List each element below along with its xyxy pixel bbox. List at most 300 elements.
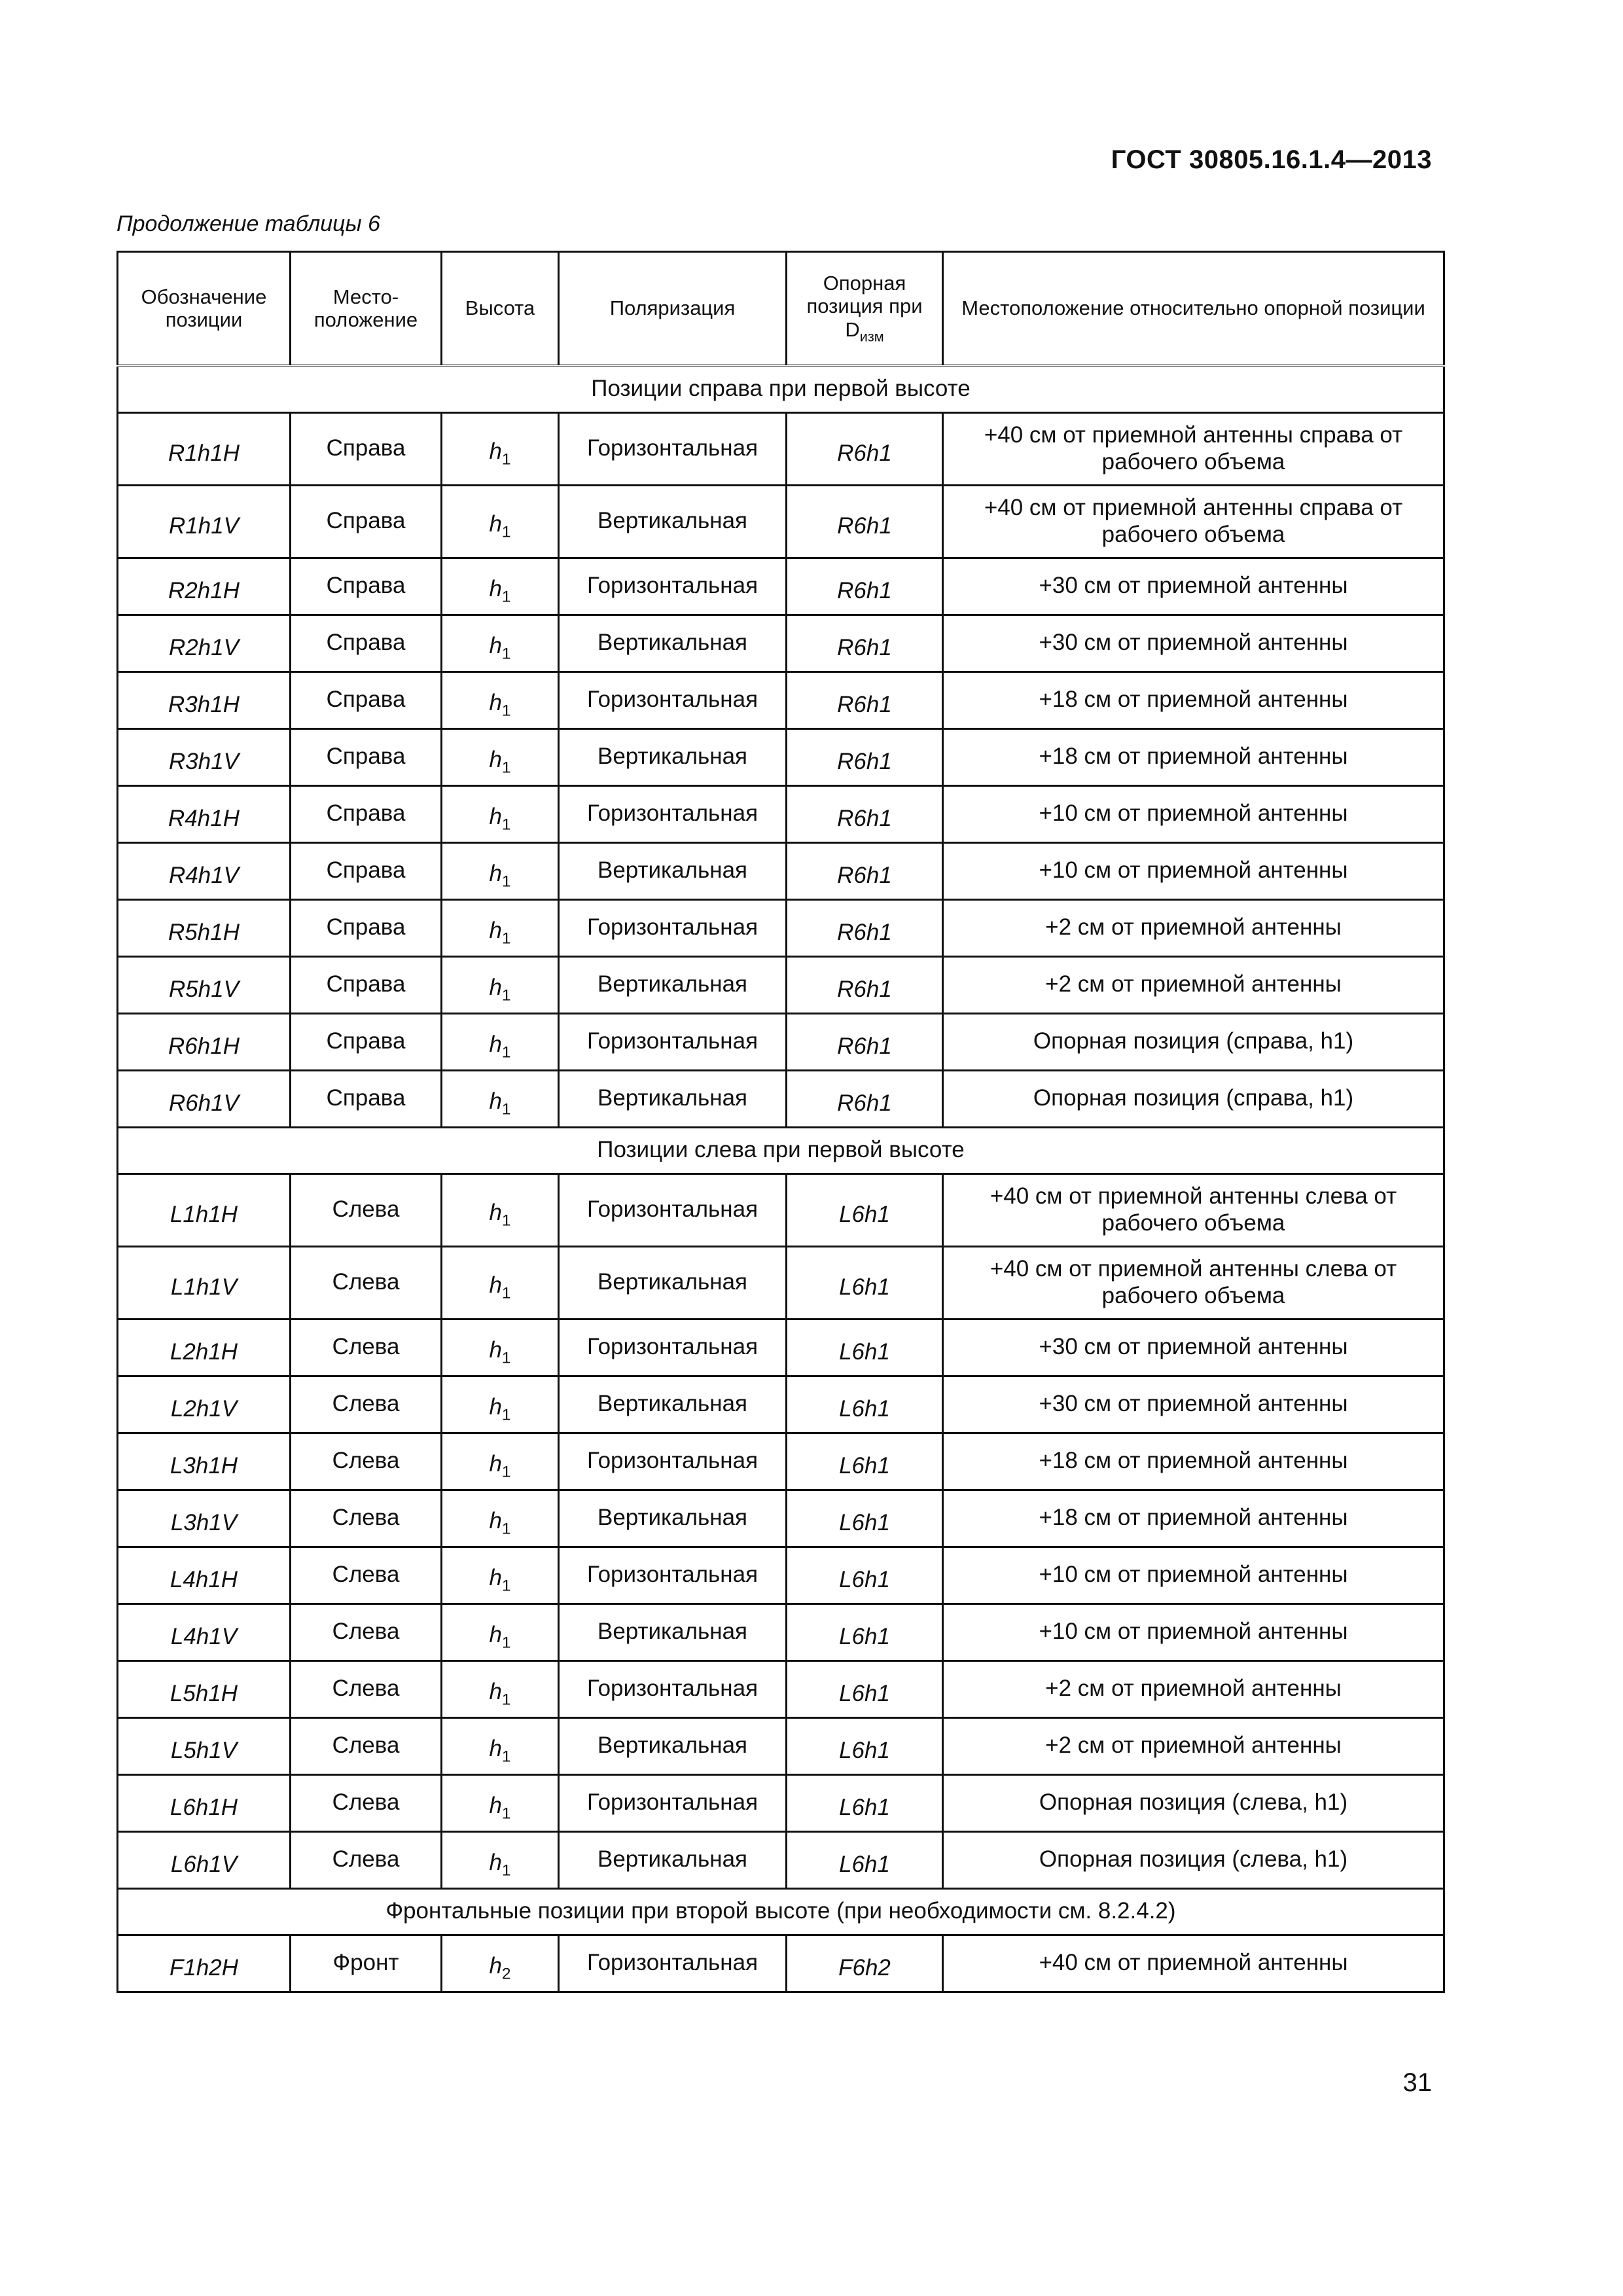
height-subscript: 1 bbox=[501, 1804, 511, 1823]
polarization-cell-text: Вертикальная bbox=[597, 1619, 748, 1645]
table-row bbox=[118, 1547, 1444, 1604]
height-subscript: 2 bbox=[501, 1965, 511, 1983]
relative-location-cell bbox=[943, 1774, 1444, 1831]
position-cell-text: L3h1V bbox=[170, 1510, 238, 1536]
position-cell bbox=[118, 1490, 291, 1547]
height-symbol: h bbox=[489, 918, 502, 944]
position-cell bbox=[118, 558, 291, 615]
reference-cell bbox=[787, 1660, 943, 1717]
relative-location-cell bbox=[943, 785, 1444, 842]
location-cell-text: Справа bbox=[326, 1028, 406, 1054]
height-value bbox=[489, 975, 511, 1005]
relative-location-cell-text: +2 см от приемной антенны bbox=[1045, 914, 1342, 941]
reference-cell bbox=[787, 1547, 943, 1604]
height-subscript: 1 bbox=[501, 450, 511, 469]
position-cell-text: F1h2H bbox=[169, 1955, 239, 1981]
height-cell bbox=[442, 1831, 559, 1888]
position-cell bbox=[118, 1831, 291, 1888]
table-row bbox=[118, 1013, 1444, 1070]
position-cell bbox=[118, 899, 291, 956]
reference-cell bbox=[787, 1774, 943, 1831]
location-cell-text: Слева bbox=[332, 1562, 400, 1588]
position-cell bbox=[118, 785, 291, 842]
reference-cell-text: R6h1 bbox=[837, 1033, 892, 1060]
table-row bbox=[118, 485, 1444, 558]
location-cell-text: Справа bbox=[326, 630, 406, 656]
height-subscript: 1 bbox=[501, 1861, 511, 1880]
polarization-cell-text: Вертикальная bbox=[597, 1846, 748, 1873]
height-value bbox=[489, 1679, 511, 1709]
height-cell bbox=[442, 899, 559, 956]
height-value bbox=[489, 1337, 511, 1367]
position-cell-text: L1h1H bbox=[169, 1202, 238, 1228]
relative-location-cell bbox=[943, 1490, 1444, 1547]
location-cell bbox=[291, 485, 442, 558]
position-cell bbox=[118, 615, 291, 672]
height-subscript: 1 bbox=[501, 523, 511, 541]
table-caption: Продолжение таблицы 6 bbox=[116, 211, 380, 236]
location-cell bbox=[291, 1070, 442, 1127]
col-header-height: Высота bbox=[442, 252, 559, 366]
col-header-polarization: Поляризация bbox=[559, 252, 787, 366]
polarization-cell bbox=[559, 899, 787, 956]
location-cell-text: Слева bbox=[332, 1334, 400, 1360]
reference-cell-text: L6h1 bbox=[839, 1624, 890, 1650]
polarization-cell bbox=[559, 1433, 787, 1490]
reference-cell bbox=[787, 1174, 943, 1246]
position-cell bbox=[118, 1376, 291, 1433]
polarization-cell bbox=[559, 1660, 787, 1717]
polarization-cell bbox=[559, 1319, 787, 1376]
location-cell-text: Справа bbox=[326, 857, 406, 884]
polarization-cell bbox=[559, 1070, 787, 1127]
position-cell-text: R1h1H bbox=[168, 440, 240, 467]
height-value bbox=[489, 1622, 511, 1652]
height-cell bbox=[442, 1070, 559, 1127]
location-cell bbox=[291, 672, 442, 728]
polarization-cell bbox=[559, 1831, 787, 1888]
position-cell-text: L2h1V bbox=[170, 1396, 238, 1422]
col-header-position: Обозначение позиции bbox=[118, 252, 291, 366]
table-row bbox=[118, 1174, 1444, 1246]
relative-location-cell-text: +2 см от приемной антенны bbox=[1045, 971, 1342, 997]
height-symbol: h bbox=[489, 1088, 502, 1115]
relative-location-cell bbox=[943, 1246, 1444, 1319]
polarization-cell bbox=[559, 1490, 787, 1547]
position-cell-text: R4h1V bbox=[168, 863, 240, 889]
reference-cell bbox=[787, 1433, 943, 1490]
relative-location-cell bbox=[943, 956, 1444, 1013]
section-row bbox=[118, 1888, 1444, 1935]
position-cell bbox=[118, 956, 291, 1013]
reference-cell-text: R6h1 bbox=[837, 806, 892, 832]
location-cell bbox=[291, 1774, 442, 1831]
location-cell bbox=[291, 842, 442, 899]
polarization-cell-text: Вертикальная bbox=[597, 1085, 748, 1111]
section-title: Позиции справа при первой высоте bbox=[118, 366, 1444, 413]
relative-location-cell-text: +18 см от приемной антенны bbox=[1039, 1505, 1348, 1531]
table-row bbox=[118, 1319, 1444, 1376]
location-cell bbox=[291, 1174, 442, 1246]
location-cell bbox=[291, 1935, 442, 1992]
polarization-cell-text: Вертикальная bbox=[597, 857, 748, 884]
position-cell-text: L3h1H bbox=[169, 1453, 238, 1479]
location-cell-text: Слева bbox=[332, 1269, 400, 1295]
reference-cell-text: L6h1 bbox=[839, 1681, 890, 1707]
reference-cell bbox=[787, 1246, 943, 1319]
polarization-cell bbox=[559, 1376, 787, 1433]
height-symbol: h bbox=[489, 1394, 502, 1420]
relative-location-cell-text: +10 см от приемной антенны bbox=[1039, 1562, 1348, 1588]
reference-cell bbox=[787, 485, 943, 558]
height-value bbox=[489, 861, 511, 891]
location-cell-text: Справа bbox=[326, 435, 406, 461]
height-cell bbox=[442, 558, 559, 615]
height-symbol: h bbox=[489, 1451, 502, 1477]
section-row bbox=[118, 1127, 1444, 1174]
height-value bbox=[489, 1508, 511, 1538]
location-cell bbox=[291, 728, 442, 785]
relative-location-cell bbox=[943, 615, 1444, 672]
location-cell bbox=[291, 1831, 442, 1888]
polarization-cell-text: Вертикальная bbox=[597, 971, 748, 997]
location-cell bbox=[291, 1246, 442, 1319]
reference-cell bbox=[787, 785, 943, 842]
relative-location-cell bbox=[943, 1604, 1444, 1660]
height-value bbox=[489, 1565, 511, 1595]
relative-location-cell bbox=[943, 672, 1444, 728]
location-cell-text: Слева bbox=[332, 1732, 400, 1759]
relative-location-cell bbox=[943, 842, 1444, 899]
height-subscript: 1 bbox=[501, 1634, 511, 1652]
reference-cell-text: R6h1 bbox=[837, 977, 892, 1003]
height-subscript: 1 bbox=[501, 702, 511, 720]
polarization-cell bbox=[559, 1774, 787, 1831]
table-row bbox=[118, 1717, 1444, 1774]
height-subscript: 1 bbox=[501, 1100, 511, 1119]
location-cell bbox=[291, 1604, 442, 1660]
height-cell bbox=[442, 1246, 559, 1319]
relative-location-cell-text: Опорная позиция (слева, h1) bbox=[1039, 1846, 1348, 1873]
polarization-cell-text: Горизонтальная bbox=[586, 1196, 758, 1223]
position-cell bbox=[118, 1070, 291, 1127]
location-cell-text: Справа bbox=[326, 800, 406, 827]
height-cell bbox=[442, 1604, 559, 1660]
position-cell bbox=[118, 842, 291, 899]
location-cell bbox=[291, 956, 442, 1013]
table-row bbox=[118, 899, 1444, 956]
location-cell bbox=[291, 1433, 442, 1490]
standard-number: ГОСТ 30805.16.1.4—2013 bbox=[1111, 145, 1432, 174]
height-symbol: h bbox=[489, 1679, 502, 1705]
height-cell bbox=[442, 412, 559, 485]
relative-location-cell bbox=[943, 558, 1444, 615]
reference-cell bbox=[787, 956, 943, 1013]
polarization-cell bbox=[559, 558, 787, 615]
position-cell-text: R4h1H bbox=[168, 806, 240, 832]
height-cell bbox=[442, 1717, 559, 1774]
relative-location-cell-text: +18 см от приемной антенны bbox=[1039, 1448, 1348, 1474]
height-value bbox=[489, 511, 511, 541]
height-value bbox=[489, 747, 511, 777]
reference-cell bbox=[787, 615, 943, 672]
height-cell bbox=[442, 1660, 559, 1717]
height-cell bbox=[442, 1013, 559, 1070]
height-value bbox=[489, 1736, 511, 1766]
section-title: Позиции слева при первой высоте bbox=[118, 1127, 1444, 1174]
relative-location-cell bbox=[943, 1717, 1444, 1774]
height-subscript: 1 bbox=[501, 929, 511, 948]
relative-location-cell-text: +40 см от приемной антенны справа от рабочего объема bbox=[984, 495, 1403, 547]
height-cell bbox=[442, 485, 559, 558]
location-cell-text: Справа bbox=[326, 914, 406, 941]
location-cell-text: Слева bbox=[332, 1448, 400, 1474]
location-cell bbox=[291, 1013, 442, 1070]
table-row bbox=[118, 672, 1444, 728]
height-symbol: h bbox=[489, 576, 502, 602]
polarization-cell-text: Горизонтальная bbox=[586, 800, 758, 827]
reference-cell bbox=[787, 1376, 943, 1433]
reference-cell-text: R6h1 bbox=[837, 513, 892, 539]
reference-cell bbox=[787, 842, 943, 899]
relative-location-cell-text: +40 см от приемной антенны bbox=[1039, 1950, 1348, 1976]
relative-location-cell-text: +10 см от приемной антенны bbox=[1039, 1619, 1348, 1645]
location-cell bbox=[291, 558, 442, 615]
relative-location-cell bbox=[943, 1319, 1444, 1376]
location-cell-text: Справа bbox=[326, 971, 406, 997]
relative-location-cell bbox=[943, 1935, 1444, 1992]
height-symbol: h bbox=[489, 861, 502, 887]
position-cell bbox=[118, 1013, 291, 1070]
position-cell bbox=[118, 1319, 291, 1376]
relative-location-cell-text: +30 см от приемной антенны bbox=[1039, 630, 1348, 656]
table-row bbox=[118, 956, 1444, 1013]
height-symbol: h bbox=[489, 1200, 502, 1226]
position-cell-text: R3h1V bbox=[168, 749, 240, 775]
height-value bbox=[489, 1200, 511, 1230]
relative-location-cell-text: +10 см от приемной антенны bbox=[1039, 800, 1348, 827]
polarization-cell-text: Горизонтальная bbox=[586, 1789, 758, 1816]
position-cell-text: R6h1V bbox=[168, 1090, 240, 1117]
relative-location-cell-text: +18 см от приемной антенны bbox=[1039, 744, 1348, 770]
position-cell-text: L6h1H bbox=[169, 1795, 238, 1821]
position-cell bbox=[118, 1433, 291, 1490]
relative-location-cell bbox=[943, 1174, 1444, 1246]
reference-cell-text: R6h1 bbox=[837, 440, 892, 467]
height-symbol: h bbox=[489, 804, 502, 830]
table-row bbox=[118, 1660, 1444, 1717]
height-subscript: 1 bbox=[501, 1043, 511, 1062]
table-row bbox=[118, 1604, 1444, 1660]
reference-cell bbox=[787, 1490, 943, 1547]
col-header-relative-location: Местоположение относительно опорной позиции bbox=[943, 252, 1444, 366]
relative-location-cell-text: +30 см от приемной антенны bbox=[1039, 1391, 1348, 1417]
relative-location-cell bbox=[943, 899, 1444, 956]
polarization-cell bbox=[559, 412, 787, 485]
reference-cell bbox=[787, 728, 943, 785]
relative-location-cell bbox=[943, 1547, 1444, 1604]
location-cell bbox=[291, 412, 442, 485]
relative-location-cell bbox=[943, 412, 1444, 485]
height-symbol: h bbox=[489, 1272, 502, 1299]
polarization-cell-text: Горизонтальная bbox=[586, 1448, 758, 1474]
reference-cell-text: L6h1 bbox=[839, 1510, 890, 1536]
location-cell-text: Слева bbox=[332, 1846, 400, 1873]
location-cell-text: Справа bbox=[326, 744, 406, 770]
height-value bbox=[489, 1451, 511, 1481]
height-symbol: h bbox=[489, 975, 502, 1001]
position-cell-text: L5h1V bbox=[170, 1738, 238, 1764]
position-cell-text: R2h1H bbox=[168, 578, 240, 604]
height-value bbox=[489, 1793, 511, 1823]
section-row bbox=[118, 366, 1444, 413]
relative-location-cell bbox=[943, 1433, 1444, 1490]
height-subscript: 1 bbox=[501, 645, 511, 663]
polarization-cell-text: Горизонтальная bbox=[586, 1950, 758, 1976]
relative-location-cell-text: +10 см от приемной антенны bbox=[1039, 857, 1348, 884]
position-cell-text: R6h1H bbox=[168, 1033, 240, 1060]
height-subscript: 1 bbox=[501, 1520, 511, 1538]
height-subscript: 1 bbox=[501, 1406, 511, 1424]
height-subscript: 1 bbox=[501, 759, 511, 777]
polarization-cell bbox=[559, 615, 787, 672]
location-cell bbox=[291, 1547, 442, 1604]
table-row bbox=[118, 412, 1444, 485]
reference-cell bbox=[787, 412, 943, 485]
height-value bbox=[489, 1953, 511, 1983]
height-symbol: h bbox=[489, 1736, 502, 1762]
position-cell bbox=[118, 1547, 291, 1604]
polarization-cell bbox=[559, 485, 787, 558]
position-cell bbox=[118, 728, 291, 785]
position-cell-text: L5h1H bbox=[169, 1681, 238, 1707]
col-header-reference bbox=[787, 252, 943, 366]
reference-cell-text: R6h1 bbox=[837, 920, 892, 946]
polarization-cell bbox=[559, 1246, 787, 1319]
polarization-cell-text: Горизонтальная bbox=[586, 573, 758, 599]
relative-location-cell-text: Опорная позиция (справа, h1) bbox=[1033, 1028, 1354, 1054]
height-value bbox=[489, 576, 511, 606]
height-cell bbox=[442, 1547, 559, 1604]
location-cell-text: Слева bbox=[332, 1789, 400, 1816]
table-row bbox=[118, 785, 1444, 842]
polarization-cell-text: Вертикальная bbox=[597, 1269, 748, 1295]
height-value bbox=[489, 1031, 511, 1062]
polarization-cell bbox=[559, 728, 787, 785]
reference-cell bbox=[787, 1831, 943, 1888]
relative-location-cell bbox=[943, 1831, 1444, 1888]
height-subscript: 1 bbox=[501, 816, 511, 834]
polarization-cell bbox=[559, 1174, 787, 1246]
polarization-cell-text: Горизонтальная bbox=[586, 435, 758, 461]
reference-cell-text: L6h1 bbox=[839, 1274, 890, 1300]
reference-cell-text: L6h1 bbox=[839, 1396, 890, 1422]
relative-location-cell-text: +40 см от приемной антенны справа от рабочего объема bbox=[984, 422, 1403, 475]
polarization-cell-text: Горизонтальная bbox=[586, 687, 758, 713]
polarization-cell bbox=[559, 672, 787, 728]
height-value bbox=[489, 1394, 511, 1424]
reference-cell bbox=[787, 672, 943, 728]
table-row bbox=[118, 728, 1444, 785]
reference-cell-text: L6h1 bbox=[839, 1852, 890, 1878]
height-subscript: 1 bbox=[501, 872, 511, 891]
height-symbol: h bbox=[489, 690, 502, 716]
height-symbol: h bbox=[489, 1953, 502, 1979]
location-cell-text: Справа bbox=[326, 573, 406, 599]
location-cell-text: Справа bbox=[326, 508, 406, 534]
table-row bbox=[118, 558, 1444, 615]
height-subscript: 1 bbox=[501, 1748, 511, 1766]
height-symbol: h bbox=[489, 1565, 502, 1591]
location-cell-text: Слева bbox=[332, 1391, 400, 1417]
location-cell-text: Фронт bbox=[332, 1950, 399, 1976]
height-subscript: 1 bbox=[501, 1691, 511, 1709]
height-value bbox=[489, 633, 511, 663]
relative-location-cell-text: +40 см от приемной антенны слева от рабочего объема bbox=[990, 1256, 1397, 1308]
position-cell bbox=[118, 1604, 291, 1660]
location-cell-text: Слева bbox=[332, 1676, 400, 1702]
col-header-reference-sub: изм bbox=[859, 328, 884, 345]
polarization-cell bbox=[559, 956, 787, 1013]
polarization-cell-text: Вертикальная bbox=[597, 1391, 748, 1417]
reference-cell-text: R6h1 bbox=[837, 749, 892, 775]
table-row bbox=[118, 1935, 1444, 1992]
height-cell bbox=[442, 1174, 559, 1246]
reference-cell-text: L6h1 bbox=[839, 1738, 890, 1764]
polarization-cell-text: Вертикальная bbox=[597, 508, 748, 534]
reference-cell-text: L6h1 bbox=[839, 1453, 890, 1479]
relative-location-cell-text: Опорная позиция (справа, h1) bbox=[1033, 1085, 1354, 1111]
reference-cell-text: R6h1 bbox=[837, 578, 892, 604]
reference-cell bbox=[787, 1070, 943, 1127]
polarization-cell bbox=[559, 1935, 787, 1992]
reference-cell bbox=[787, 1604, 943, 1660]
location-cell bbox=[291, 1319, 442, 1376]
reference-cell-text: R6h1 bbox=[837, 863, 892, 889]
location-cell bbox=[291, 785, 442, 842]
height-subscript: 1 bbox=[501, 588, 511, 606]
location-cell-text: Слева bbox=[332, 1196, 400, 1223]
reference-cell-text: R6h1 bbox=[837, 1090, 892, 1117]
table-header-row bbox=[118, 252, 1444, 366]
height-cell bbox=[442, 1319, 559, 1376]
height-cell bbox=[442, 956, 559, 1013]
col-header-reference-label: Опорная позиция при D bbox=[806, 271, 923, 342]
reference-cell-text: L6h1 bbox=[839, 1339, 890, 1365]
height-cell bbox=[442, 672, 559, 728]
reference-cell-text: L6h1 bbox=[839, 1795, 890, 1821]
relative-location-cell-text: +30 см от приемной антенны bbox=[1039, 573, 1348, 599]
table-row bbox=[118, 842, 1444, 899]
position-cell bbox=[118, 1935, 291, 1992]
height-symbol: h bbox=[489, 747, 502, 773]
height-cell bbox=[442, 1935, 559, 1992]
height-cell bbox=[442, 842, 559, 899]
polarization-cell bbox=[559, 1013, 787, 1070]
position-cell-text: R3h1H bbox=[168, 692, 240, 718]
location-cell bbox=[291, 1490, 442, 1547]
height-cell bbox=[442, 1376, 559, 1433]
table-row bbox=[118, 615, 1444, 672]
location-cell bbox=[291, 1376, 442, 1433]
location-cell-text: Справа bbox=[326, 687, 406, 713]
position-cell-text: L2h1H bbox=[169, 1339, 238, 1365]
table-row bbox=[118, 1490, 1444, 1547]
polarization-cell-text: Горизонтальная bbox=[586, 1562, 758, 1588]
height-symbol: h bbox=[489, 439, 502, 465]
position-cell bbox=[118, 412, 291, 485]
location-cell-text: Слева bbox=[332, 1619, 400, 1645]
